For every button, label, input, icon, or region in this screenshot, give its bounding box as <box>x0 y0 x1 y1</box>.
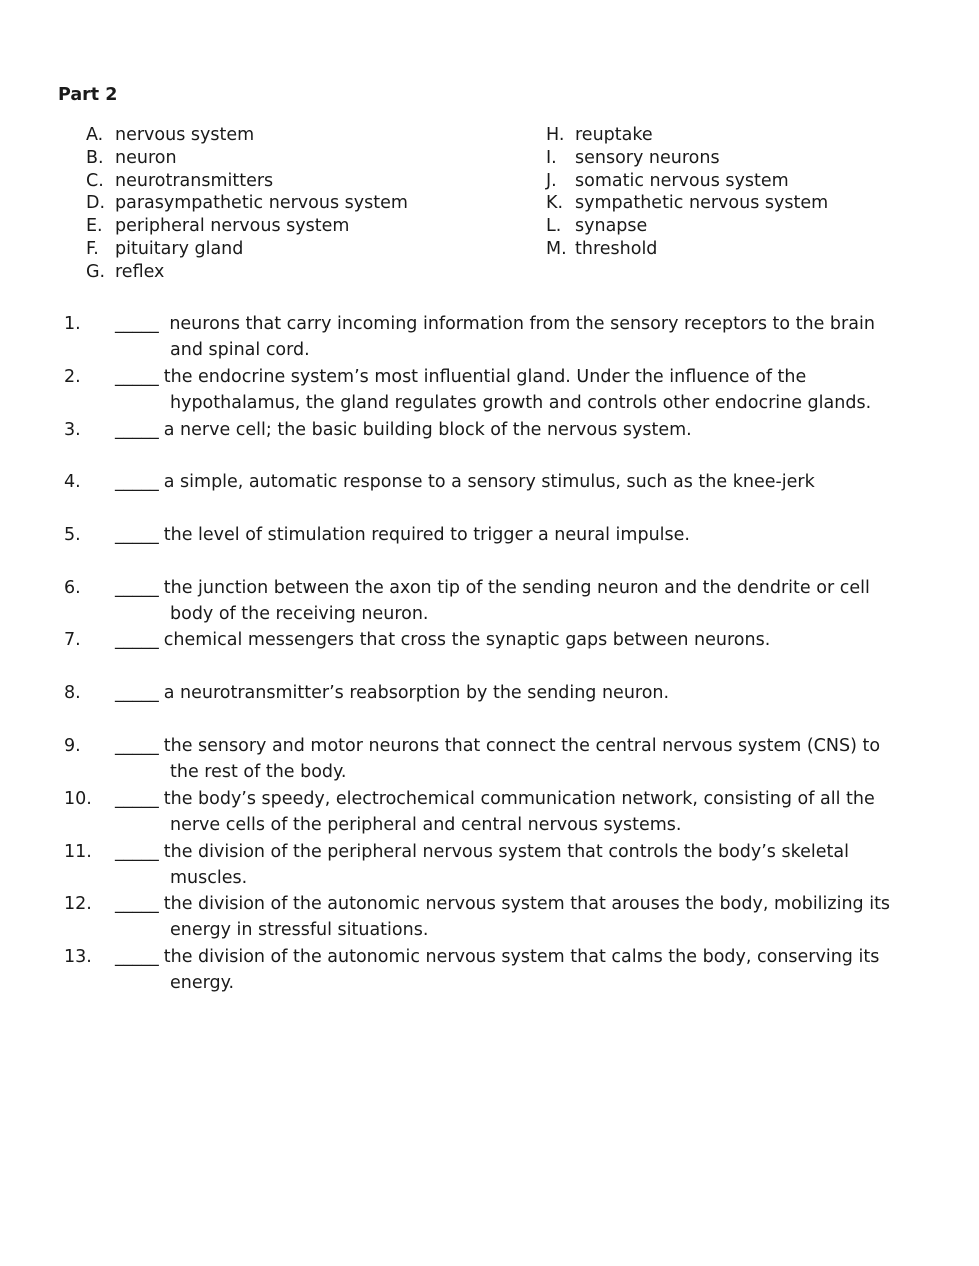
term-item <box>86 215 526 238</box>
term-item <box>86 192 526 215</box>
term-item <box>546 192 979 215</box>
answer-blank[interactable]: _____ <box>115 420 159 440</box>
question-text: neurons that carry incoming information from the sensory receptors to the brain <box>163 314 875 334</box>
term-letter: I. <box>546 147 557 168</box>
answer-blank[interactable]: _____ <box>115 842 159 862</box>
answer-blank[interactable]: _____ <box>115 736 159 756</box>
term-letter: J. <box>546 170 557 191</box>
answer-blank[interactable]: _____ <box>115 894 159 914</box>
term-letter: F. <box>86 238 99 259</box>
question-text: the level of stimulation required to trigger a neural impulse. <box>163 525 690 545</box>
term-text: sensory neurons <box>575 147 720 168</box>
term-item <box>86 124 526 147</box>
term-letter: H. <box>546 125 565 145</box>
term-text: somatic nervous system <box>575 170 789 191</box>
question-number: 7. <box>64 630 81 650</box>
question-text: the division of the autonomic nervous system that calms the body, conserving its <box>163 947 880 967</box>
question-number: 6. <box>64 578 81 598</box>
answer-blank[interactable]: _____ <box>115 472 159 492</box>
question-text: the division of the autonomic nervous system that arouses the body, mobilizing its <box>163 894 891 914</box>
answer-blank[interactable]: _____ <box>115 578 159 598</box>
term-letter: L. <box>546 216 562 237</box>
answer-blank[interactable]: _____ <box>115 630 159 650</box>
term-text: nervous system <box>115 125 255 145</box>
question-text: the sensory and motor neurons that connect the central nervous system (CNS) to <box>163 736 881 756</box>
answer-blank[interactable]: _____ <box>115 683 159 703</box>
term-letter: E. <box>86 216 103 237</box>
term-letter: D. <box>86 193 106 214</box>
answer-blank[interactable]: _____ <box>115 314 159 334</box>
question-text-continued: energy. <box>170 973 235 994</box>
question-number: 11. <box>64 842 92 862</box>
question-text: the endocrine system’s most influential gland. Under the influence of the <box>163 367 807 387</box>
question-number: 12. <box>64 894 92 914</box>
question-text-continued: and spinal cord. <box>170 340 310 361</box>
question-text: the junction between the axon tip of the sending neuron and the dendrite or cell <box>163 578 870 598</box>
term-item <box>546 124 979 147</box>
question-text-continued: energy in stressful situations. <box>170 920 429 941</box>
term-letter: M. <box>546 238 567 259</box>
page-title: Part 2 <box>58 85 118 105</box>
question-number: 5. <box>64 525 81 545</box>
term-text: reuptake <box>575 125 653 145</box>
term-item <box>546 147 979 170</box>
term-text: threshold <box>575 238 658 259</box>
question-text-continued: body of the receiving neuron. <box>170 604 429 625</box>
term-text: sympathetic nervous system <box>575 193 829 214</box>
answer-blank[interactable]: _____ <box>115 367 159 387</box>
question-number: 8. <box>64 683 81 703</box>
answer-blank[interactable]: _____ <box>115 525 159 545</box>
question-text: chemical messengers that cross the synaptic gaps between neurons. <box>163 630 771 650</box>
term-item <box>546 238 979 261</box>
question-number: 10. <box>64 789 92 809</box>
term-text: synapse <box>575 216 648 237</box>
question-text: the body’s speedy, electrochemical communication network, consisting of all the <box>163 789 875 809</box>
question-text-continued: nerve cells of the peripheral and central nervous systems. <box>170 815 682 836</box>
term-text: parasympathetic nervous system <box>115 193 408 214</box>
question-text: the division of the peripheral nervous system that controls the body’s skeletal <box>163 842 849 862</box>
term-list-right <box>546 124 979 261</box>
term-letter: K. <box>546 193 564 214</box>
term-item <box>546 170 979 193</box>
answer-blank[interactable]: _____ <box>115 789 159 809</box>
question-number: 2. <box>64 367 81 387</box>
question-number: 13. <box>64 947 92 967</box>
term-list-left <box>86 124 526 284</box>
question-text: a nerve cell; the basic building block of the nervous system. <box>163 420 692 440</box>
answer-blank[interactable]: _____ <box>115 947 159 967</box>
question-text: a simple, automatic response to a sensory stimulus, such as the knee-jerk <box>163 472 815 492</box>
term-item <box>86 170 526 193</box>
term-item <box>86 147 526 170</box>
term-text: pituitary gland <box>115 238 244 259</box>
question-text: a neurotransmitter’s reabsorption by the sending neuron. <box>163 683 670 703</box>
question-number: 4. <box>64 472 81 492</box>
term-item <box>86 261 526 284</box>
question-text-continued: hypothalamus, the gland regulates growth and controls other endocrine glands. <box>170 393 872 414</box>
term-letter: B. <box>86 147 104 168</box>
question-number: 9. <box>64 736 81 756</box>
question-text-continued: the rest of the body. <box>170 762 347 783</box>
question-number: 1. <box>64 314 81 334</box>
term-text: neuron <box>115 147 177 168</box>
term-letter: G. <box>86 261 106 282</box>
term-text: reflex <box>115 261 165 282</box>
term-item <box>86 238 526 261</box>
term-letter: A. <box>86 125 104 145</box>
term-text: neurotransmitters <box>115 170 274 191</box>
question-number: 3. <box>64 420 81 440</box>
question-text-continued: muscles. <box>170 868 248 889</box>
term-letter: C. <box>86 170 104 191</box>
term-item <box>546 215 979 238</box>
term-text: peripheral nervous system <box>115 216 350 237</box>
